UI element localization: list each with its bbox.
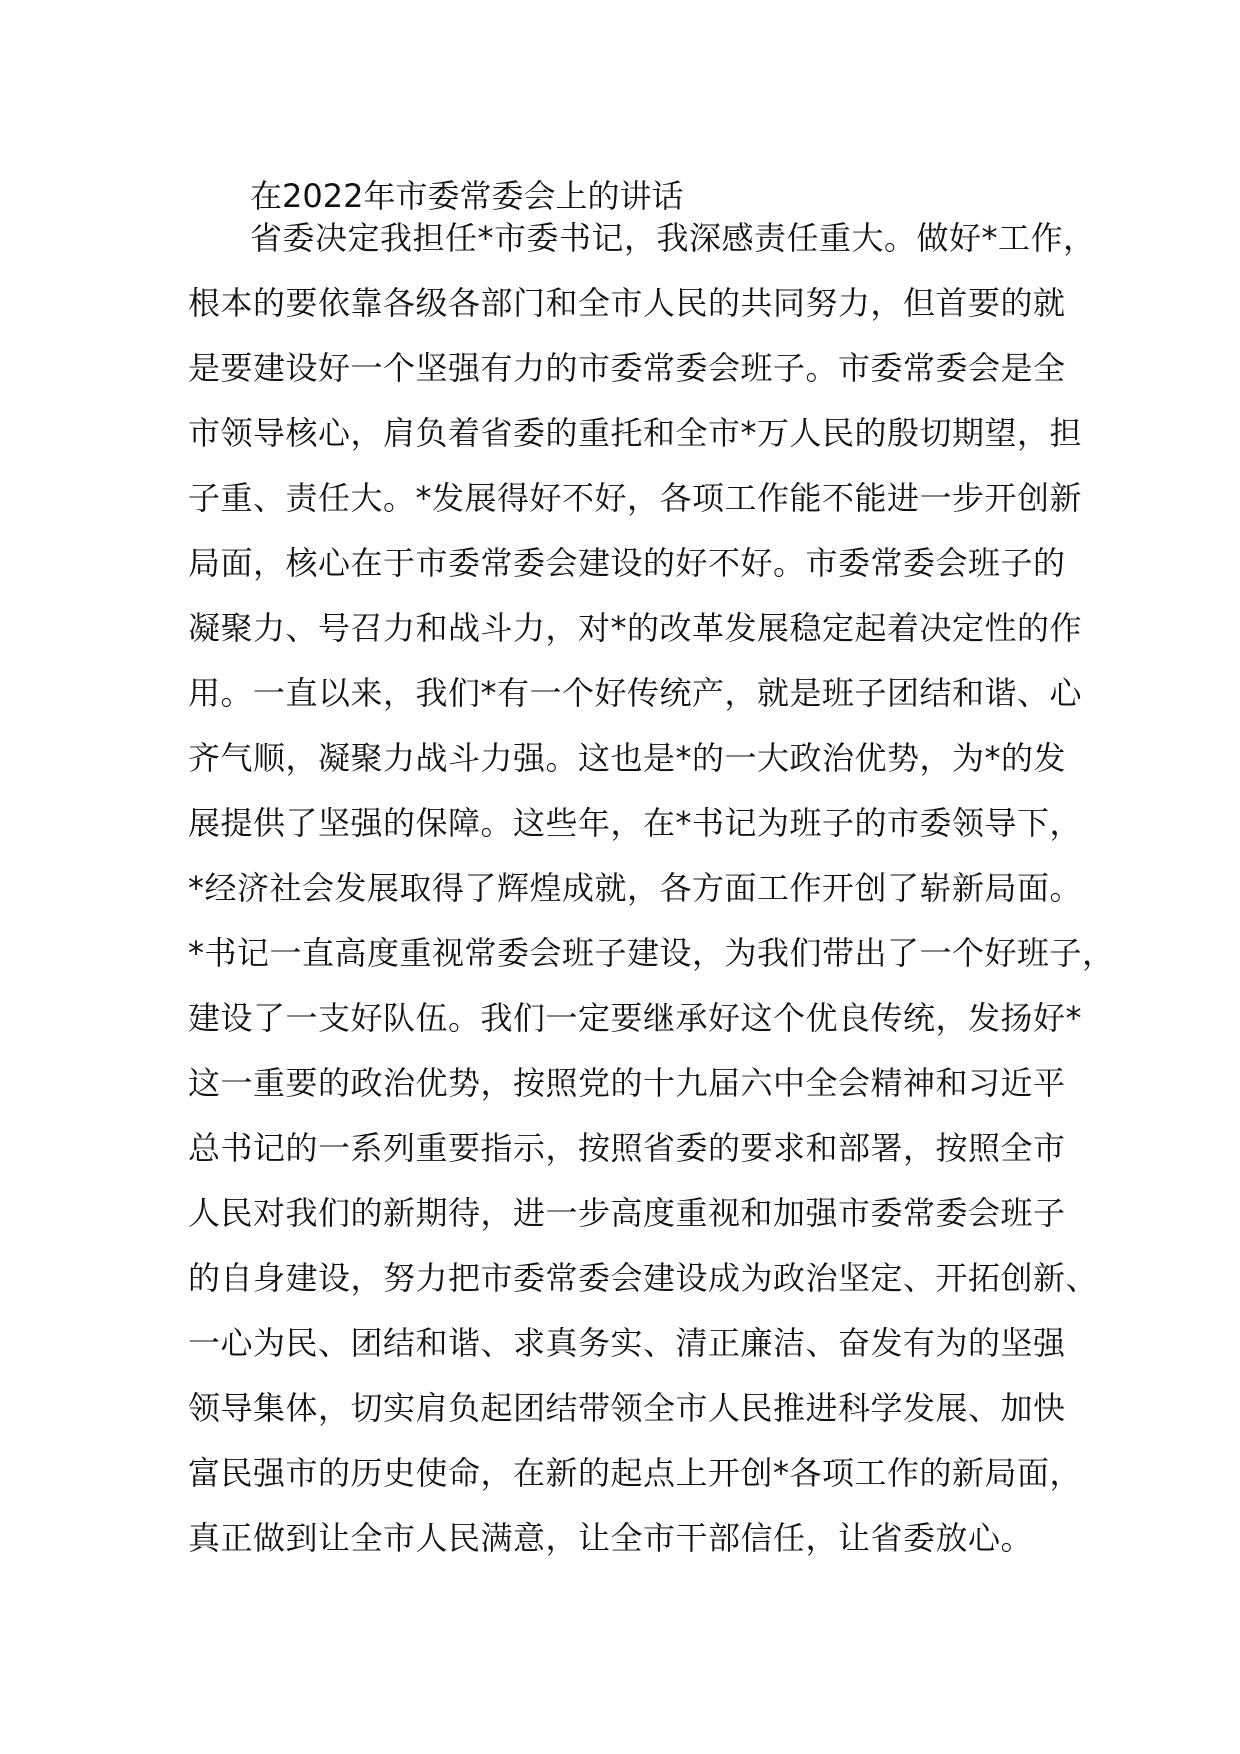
body-line: 是要建设好一个坚强有力的市委常委会班子。市委常委会是全 [188, 349, 1066, 387]
document-title: 在2022年市委常委会上的讲话 [250, 177, 684, 215]
body-line: 根本的要依靠各级各部门和全市人民的共同努力，但首要的就 [188, 284, 1066, 322]
body-line: 省委决定我担任*市委书记，我深感责任重大。做好*工作， [250, 219, 1096, 257]
body-line: 局面，核心在于市委常委会建设的好不好。市委常委会班子的 [188, 544, 1066, 582]
body-line: 市领导核心，肩负着省委的重托和全市*万人民的殷切期望，担 [188, 414, 1083, 452]
body-line: 真正做到让全市人民满意，让全市干部信任，让省委放心。 [188, 1519, 1034, 1557]
body-line: 子重、责任大。*发展得好不好，各项工作能不能进一步开创新 [188, 479, 1083, 517]
body-line: 的自身建设，努力把市委常委会建设成为政治坚定、开拓创新、 [188, 1259, 1099, 1297]
body-line: 总书记的一系列重要指示，按照省委的要求和部署，按照全市 [188, 1129, 1066, 1167]
body-line: 一心为民、团结和谐、求真务实、清正廉洁、奋发有为的坚强 [188, 1324, 1066, 1362]
body-line: *书记一直高度重视常委会班子建设，为我们带出了一个好班子， [188, 934, 1115, 972]
body-line: 建设了一支好队伍。我们一定要继承好这个优良传统，发扬好* [188, 999, 1083, 1037]
body-line: 用。一直以来，我们*有一个好传统产，就是班子团结和谐、心 [188, 674, 1083, 712]
body-line: 展提供了坚强的保障。这些年，在*书记为班子的市委领导下， [188, 804, 1083, 842]
body-line: 富民强市的历史使命，在新的起点上开创*各项工作的新局面， [188, 1454, 1083, 1492]
body-line: 这一重要的政治优势，按照党的十九届六中全会精神和习近平 [188, 1064, 1066, 1102]
document-body [188, 206, 1115, 1571]
body-line: 齐气顺，凝聚力战斗力强。这也是*的一大政治优势，为*的发 [188, 739, 1067, 777]
body-line: 凝聚力、号召力和战斗力，对*的改革发展稳定起着决定性的作 [188, 609, 1083, 647]
body-line: 人民对我们的新期待，进一步高度重视和加强市委常委会班子 [188, 1194, 1066, 1232]
body-line: 领导集体，切实肩负起团结带领全市人民推进科学发展、加快 [188, 1389, 1066, 1427]
body-line: *经济社会发展取得了辉煌成就，各方面工作开创了崭新局面。 [188, 869, 1083, 907]
